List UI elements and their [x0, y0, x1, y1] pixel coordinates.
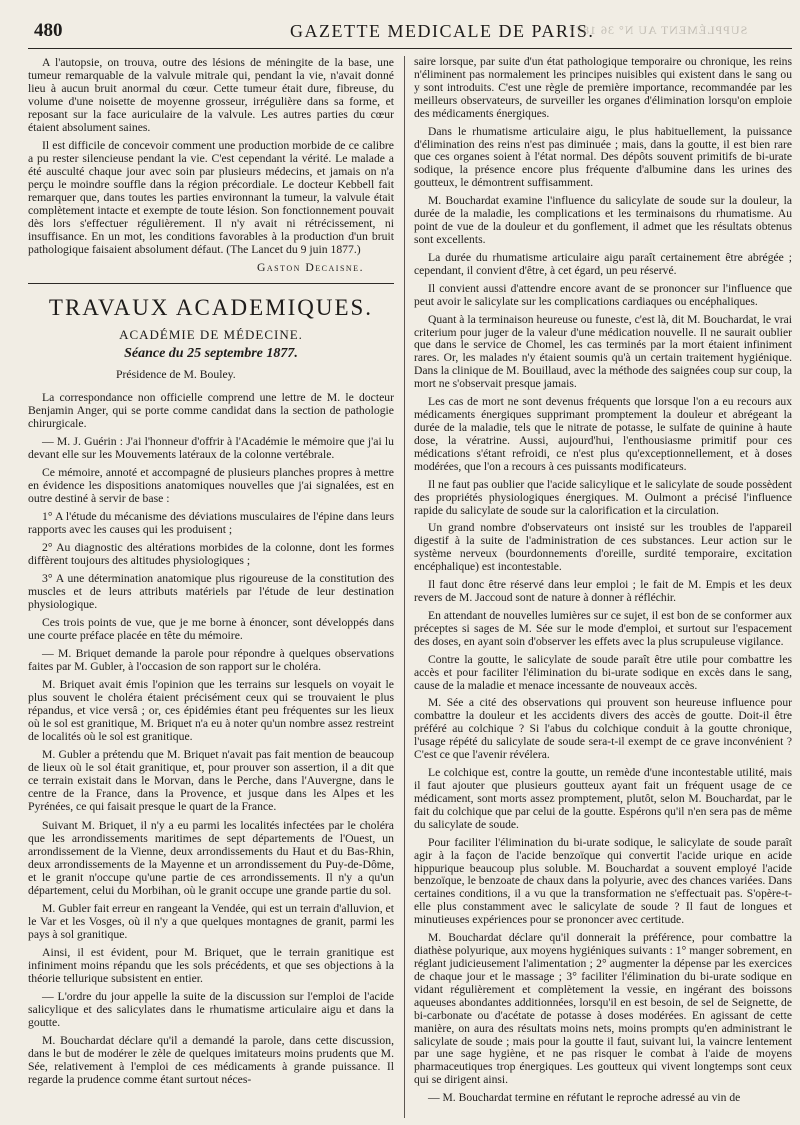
section-divider	[28, 283, 394, 284]
elimination-paragraph: Pour faciliter l'élimination du bi-urate sodique, le salicylate de soude paraît agir à la façon de l'acide benzoïque qui convertit l'acide urique en acide hippurique beaucoup plus soluble. M. Bouchardat a souvent employé l'acide benzoïque, le benzoate de chaux dans la polyurie, avec des chances variées. Dans certaines conditions, il a vu que la transformation ne s'effectuait pas. S'opère-t-elle plus constamment avec le salicylate de soude ? Il faut de longues et minutieuses expériences pour se prononcer avec certitude.	[414, 835, 792, 927]
properties-paragraph: Il ne faut pas oublier que l'acide salicylique et le salicylate de soude possèdent des propriétés physiologiques énergiques. M. Oulmont a précisé l'influence rapide du salicylate de soude sur la calorification et la circulation.	[414, 477, 792, 517]
hygiene-paragraph: M. Bouchardat déclare qu'il donnerait la préférence, pour combattre la diathèse polyurique, aux moyens hygiéniques suivants : 1° manger sobrement, en réglant judicieusement l'alimentation ; 2° augmenter la dépense par les exercices de chaque jour et le massage ; 3° faciliter l'élimination du bi-urate sodique en vidant régulièrement et complètement la vessie, en ingérant des boissons aqueuses abondantes additionnées, lorsqu'il en est besoin, de sel de Seignette, de bi-carbonate ou d'acétate de potasse à doses modérées. En agissant de cette manière, on aura des résultats moins nets, moins prompts qu'en administrant le salicylate de soude ; mais pour la goutte il faut, suivant lui, la vaincre lentement par une sage hygiène, et ne pas risquer le combat à l'aide de moyens pharmaceutiques trop énergiques. Les goutteux qui vivent longtemps sont ceux qui se dirigent ainsi.	[414, 931, 792, 1087]
briquet-paragraph: — M. Briquet demande la parole pour répondre à quelques observations faites par M. Gubler, à l'occasion de son rapport sur le choléra.	[28, 647, 394, 674]
journal-title: GAZETTE MEDICALE DE PARIS.	[290, 21, 595, 41]
autopsy-paragraph: A l'autopsie, on trouva, outre des lésions de méningite de la base, une tumeur remarquable de la valvule mitrale qui, pendant la vie, n'avait donné lieu à aucun bruit anormal du cœur. Cette tumeur était dure, fibreuse, du volume d'une noisette de moyenne grosseur, irrégulière dans sa forme, et reposant sur la face auriculaire de la valvule. Les autres parties du cœur étaient absolument saines.	[28, 56, 394, 135]
reserve-paragraph: Il faut donc être réservé dans leur emploi ; le fait de M. Empis et les deux revers de M. Jaccoud sont de nature à donner à réfléchir.	[414, 578, 792, 605]
list-item-1: 1° A l'étude du mécanisme des déviations musculaires de l'épine dans leurs rapports avec les causes qui les produisent ;	[28, 509, 394, 536]
complications-paragraph: Il convient aussi d'attendre encore avant de se prononcer sur l'influence que peut avoir le salicylate sur les complications cardiaques ou encéphaliques.	[414, 281, 792, 308]
guerin-paragraph: — M. J. Guérin : J'ai l'honneur d'offrir à l'Académie le mémoire que j'ai lu devant elle sur les Mouvements latéraux de la colonne vertébrale.	[28, 434, 394, 461]
vendee-paragraph: M. Gubler fait erreur en rangeant la Vendée, qui est un terrain d'alluvion, et le Var et les Vosges, où il n'y a que quelques montagnes de granit, parmi les pays à sol granitique.	[28, 901, 394, 941]
right-column	[414, 56, 792, 1110]
list-item-2: 2° Au diagnostic des altérations morbides de la colonne, dont les formes diffèrent toujours des altitudes physiologiques ;	[28, 540, 394, 567]
colchicum-paragraph: Le colchique est, contre la goutte, un remède d'une incontestable utilité, mais il faut ajouter que plusieurs goutteux ayant fait un fréquent usage de ce médicament, sont morts assez promptement, plutôt, selon M. Bouchardat, par le fait du colchique que par celui de la goutte. Espérons qu'il n'en sera pas de même du salicylate de soude.	[414, 766, 792, 831]
session-heading: Séance du 25 septembre 1877.	[124, 345, 298, 361]
duration-paragraph: La durée du rhumatisme articulaire aigu paraît certainement être abrégée ; cependant, il convient d'être, à cet égard, un peu réservé.	[414, 250, 792, 277]
death-cases-paragraph: Les cas de mort ne sont devenus fréquents que lorsque l'on a eu recours aux médicaments énergiques supprimant promptement la douleur et abrégeant la durée de la maladie, tels que le nitrate de potasse, le sulfate de quinine à haute dose, la vératrine. Aussi, aujourd'hui, l'enthousiasme primitif pour ces médications s'étant refroidi, ce n'est plus qu'exceptionnellement, et à doses modérées, que l'on a recours à ces puissants modificateurs.	[414, 395, 792, 473]
agenda-paragraph: — L'ordre du jour appelle la suite de la discussion sur l'emploi de l'acide salicylique et des salicylates dans le rhumatisme articulaire aigu et dans la goutte.	[28, 989, 394, 1029]
correspondence-paragraph: La correspondance non officielle comprend une lettre de M. le docteur Benjamin Anger, qui se porte comme candidat dans la section de pathologie chirurgicale.	[28, 390, 394, 430]
localities-paragraph: Suivant M. Briquet, il n'y a eu parmi les localités infectées par le choléra que les arrondissements maritimes de sept départements de l'Ouest, un arrondissement de la Vienne, deux arrondissements du Haut et du Bas-Rhin, deux arrondissements de la Mayenne et un arrondissement du Puy-de-Dôme, et le granit n'occupe qu'une partie de ces arrondissements. Il n'y a qu'un département, celui du Morbihan, où le granit occupe une grande partie du sol.	[28, 818, 394, 897]
gout-paragraph: Contre la goutte, le salicylate de soude paraît être utile pour combattre les accès et pour faciliter l'élimination du bi-urate sodique en excès dans le sang, cause de la maladie et menace incessante de nouveaux accès.	[414, 652, 792, 692]
list-item-3: 3° A une détermination anatomique plus rigoureuse de la constitution des muscles et de leurs attributs matériels par l'étude de leur destination physiologique.	[28, 571, 394, 612]
bleed-through-supplement-note: SUPPLÉMENT AU N° 36 1877	[568, 23, 748, 37]
briquet-opinion-paragraph: M. Briquet avait émis l'opinion que les terrains sur lesquels on voyait le plus souvent le choléra étaient précisément ceux qui se trouvaient le plus répandus, et vice versâ ; or, ces épidémies étant peu fréquentes sur les lieux où le sol est granitique, M. Briquet n'a eu à noter qu'un nombre assez restreint de localités où le sol est granitique.	[28, 678, 394, 744]
influence-paragraph: M. Bouchardat examine l'influence du salicylate de soude sur la douleur, la durée de la maladie, les complications et les terminaisons du rhumatisme. Au point de vue de la douleur et du gonflement, il admet que les résultats obtenus sont excellents.	[414, 194, 792, 246]
presidency-line: Présidence de M. Bouley.	[116, 367, 236, 381]
page-header	[28, 14, 792, 49]
left-column	[28, 56, 394, 1091]
memoir-paragraph: Ce mémoire, annoté et accompagné de plusieurs planches propres à mettre en évidence les dispositions anatomiques nouvelles que j'ai signalées, est en outre destiné à servir de base :	[28, 465, 394, 505]
digestive-paragraph: Un grand nombre d'observateurs ont insisté sur les troubles de l'appareil digestif à la suite de l'administration de ces substances. Leur action sur le système nerveux (bourdonnements d'oreille, surdité temporaire, excitation encéphalique) est incontestable.	[414, 521, 792, 574]
continuation-paragraph: saire lorsque, par suite d'un état pathologique temporaire ou chronique, les reins n'éliminent pas normalement les principes nuisibles qui existent dans le sang ou y sont introduits. C'est une règle de première importance, recommandée par les meilleurs observateurs, de surveiller les organes d'élimination lorsqu'on emploie des médicaments énergiques.	[414, 55, 792, 120]
closing-paragraph: — M. Bouchardat termine en réfutant le reproche adressé au vin de	[428, 1091, 741, 1105]
points-paragraph: Ces trois points de vue, que je me borne à énoncer, sont développés dans une courte préface placée en tête du mémoire.	[28, 616, 394, 643]
section-title: TRAVAUX ACADEMIQUES.	[48, 294, 374, 320]
academy-heading: ACADÉMIE DE MÉDECINE.	[119, 326, 303, 342]
gubler-paragraph: M. Gubler a prétendu que M. Briquet n'avait pas fait mention de beaucoup de lieux où le sol était granitique, et, pour prouver son assertion, il a dit que ce terrain existait dans le Morvan, dans le Perche, dans l'Auvergne, dans le centre de la France, dans la Provence, et jusque dans les Alpes et les Pyrénées, ce qui faisait presque le quart de la France.	[28, 748, 394, 814]
column-divider	[404, 56, 405, 1118]
rheumatism-paragraph: Dans le rhumatisme articulaire aigu, le plus habituellement, la puissance d'élimination des reins n'est pas diminuée ; mais, dans la goutte, il est bien rare que ces organes soient à l'état normal. Des dépôts souvent primitifs de bi-urate sodique, la présence encore plus fréquente d'albumine dans les urines des goutteux, le démontrent suffisamment.	[414, 124, 792, 190]
author-signature: Gaston Decaisne.	[256, 261, 364, 275]
conclusion-paragraph: Ainsi, il est évident, pour M. Briquet, que le terrain granitique est infiniment moins répandu que les sols précédents, et que ses objections à la théorie tellurique subsistent en entier.	[28, 945, 394, 985]
page-number: 480	[34, 20, 63, 41]
see-observations-paragraph: M. Sée a cité des observations qui prouvent son heureuse influence pour combattre la douleur et les accidents divers des accès de goutte. Doit-il être préféré au colchique ? Si l'abus du colchique conduit à la goutte chronique, l'usage répété du salicylate de soude sera-t-il exempt de ce grave inconvénient ? C'est ce que l'avenir révélera.	[414, 696, 792, 762]
discussion-paragraph: Il est difficile de concevoir comment une production morbide de ce calibre a pu rester silencieuse pendant la vie. C'est cependant la vérité. Le malade a été ausculté chaque jour avec soin par plusieurs médecins, et jamais on n'a perçu le moindre souffle dans la région précordiale. Le docteur Kebbell fait remarquer que, dans toutes les parties environnant la tumeur, la valvule était complètement intacte et exempte de toute lésion. Son fonctionnement pouvait dès lors s'effectuer régulièrement. Il n'y avait ni rétrécissement, ni insuffisance. En un mot, les conditions favorables à la production d'un bruit pathologique faisaient absolument défaut. (The Lancet du 9 juin 1877.)	[28, 139, 394, 257]
criterium-paragraph: Quant à la terminaison heureuse ou funeste, c'est là, dit M. Bouchardat, le vrai criterium pour juger de la valeur d'une médication nouvelle. Il ne saurait oublier que dans le service de Chomel, les cas terminés par la mort étaient infiniment rares. Or, les malades n'y étaient soumis qu'à un certain traitement hygiénique. Dans la clinique de M. Bouillaud, avec la méthode des saignées coup sur coup, la mort ne s'observait presque jamais.	[414, 312, 792, 391]
precepts-paragraph: En attendant de nouvelles lumières sur ce sujet, il est bon de se conformer aux préceptes si sages de M. Sée sur le mode d'emploi, et surtout sur l'espacement des doses, en ayant soin d'observer les effets avec la plus scrupuleuse vigilance.	[414, 608, 792, 648]
bouchardat-paragraph: M. Bouchardat déclare qu'il a demandé la parole, dans cette discussion, dans le but de modérer le zèle de quelques imitateurs moins prudents que M. Sée, relativement à l'emploi de ces médicaments à grande puissance. Il regarde la prudence comme étant surtout néces-	[28, 1033, 394, 1087]
